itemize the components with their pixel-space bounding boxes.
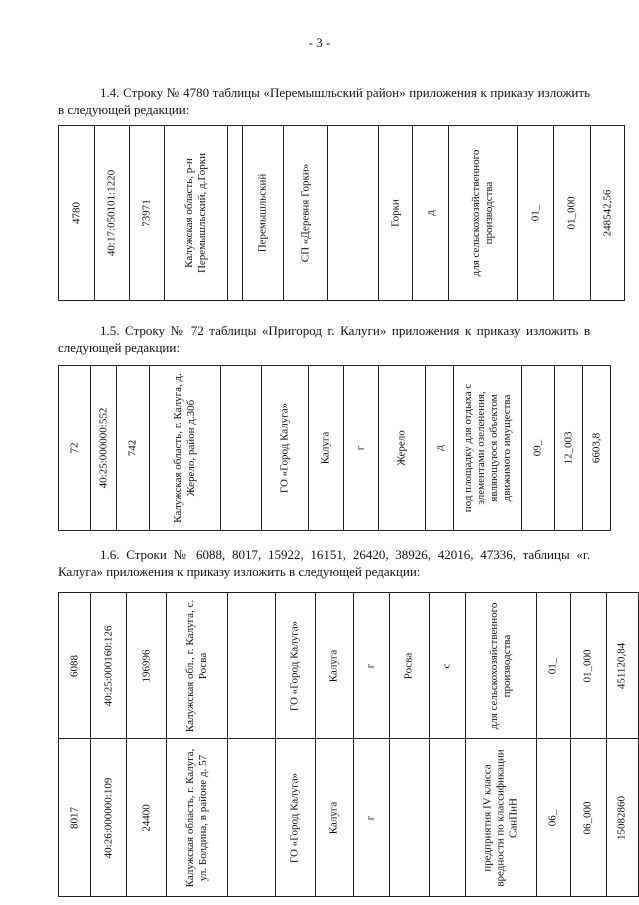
page-number: - 3 - [308, 35, 331, 50]
cell: 40:17:050101:1220 [105, 169, 118, 257]
cell: 24400 [140, 803, 153, 832]
cell: Горки [389, 199, 401, 227]
cell: Калужская область, р-н Перемышльский, д.Горки [183, 153, 208, 274]
cell: 40:25:000160:126 [102, 625, 115, 706]
cell: с [440, 663, 453, 668]
cell: 12_003 [562, 431, 574, 465]
cell: 15082860 [615, 795, 628, 840]
cell: для сельскохозяйственного производства [487, 602, 513, 729]
table-perem [58, 125, 625, 301]
cell: 01_000 [565, 196, 578, 230]
cell: д [433, 445, 445, 451]
cell: 8017 [68, 806, 81, 829]
cell: ГО «Город Калуга» [288, 620, 301, 711]
cell: д [424, 210, 436, 216]
cell: для сельскохозяйственного производства [470, 149, 495, 277]
cell: г [354, 445, 367, 451]
table-row [59, 593, 639, 739]
cell: Калуга [327, 649, 340, 682]
cell: 06_000 [581, 801, 594, 834]
cell: 06_ [546, 809, 559, 826]
cell: 6603,8 [590, 432, 602, 464]
cell: под площадку для отдыха с элементами озеленения, являющуюся объектом движимого имущества [461, 383, 513, 513]
cell: 72 [68, 442, 80, 454]
table-row [59, 126, 625, 301]
cell: 742 [126, 439, 139, 457]
cell: Калуга [319, 431, 332, 465]
cell: 09_ [531, 439, 544, 457]
table-row [59, 366, 611, 531]
cell: Калуга [327, 801, 340, 834]
cell: 73971 [140, 199, 153, 227]
cell: Росва [402, 652, 415, 679]
paragraph-1-4: 1.4. Строку № 4780 таблицы «Перемышльский район» приложения к приказу изложить в следующей редакции: [58, 85, 590, 117]
cell: 4780 [70, 202, 82, 224]
cell: 40:25:000000:552 [97, 407, 109, 489]
cell: г [364, 663, 377, 668]
cell: Жерело [395, 430, 408, 466]
cell: г [364, 815, 377, 820]
cell: 451120,84 [615, 642, 628, 689]
table-kaluga [58, 592, 639, 897]
paragraph-1-6: 1.6. Строки № 6088, 8017, 15922, 16151, 26420, 38926, 42016, 47336, таблицы «г. Калуга» приложения к приказу изложить в следующей редакции: [58, 547, 590, 579]
cell: Перемышльский [256, 173, 269, 253]
cell: Калужская обл., г. Калуга, с. Росва [184, 599, 210, 732]
cell: 40:26:000000:109 [102, 777, 115, 858]
cell: предприятия IV класса вредности по классификации СанПиН [481, 748, 520, 887]
cell: СП «Деревня Горки» [299, 163, 311, 263]
cell: Калужская область, г. Калуга, ул. Болдина, в районе д. 57 [184, 748, 210, 887]
table-row [59, 739, 639, 897]
cell: ГО «Город Калуга» [288, 772, 301, 863]
cell: 248542,56 [601, 189, 613, 237]
table-prigorod [58, 365, 611, 531]
cell: 6088 [68, 654, 81, 677]
cell: ГО «Город Калуга» [278, 402, 291, 494]
cell: 196996 [140, 649, 153, 682]
cell: 01_ [529, 204, 541, 222]
cell: Калужская область, г. Калуга, д. Жерело, район д.30б [172, 373, 197, 523]
cell: 01_ [546, 657, 559, 674]
cell: 01_000 [581, 649, 594, 682]
paragraph-1-5: 1.5. Строку № 72 таблицы «Пригород г. Калуги» приложения к приказу изложить в следующей редакции: [58, 323, 590, 355]
